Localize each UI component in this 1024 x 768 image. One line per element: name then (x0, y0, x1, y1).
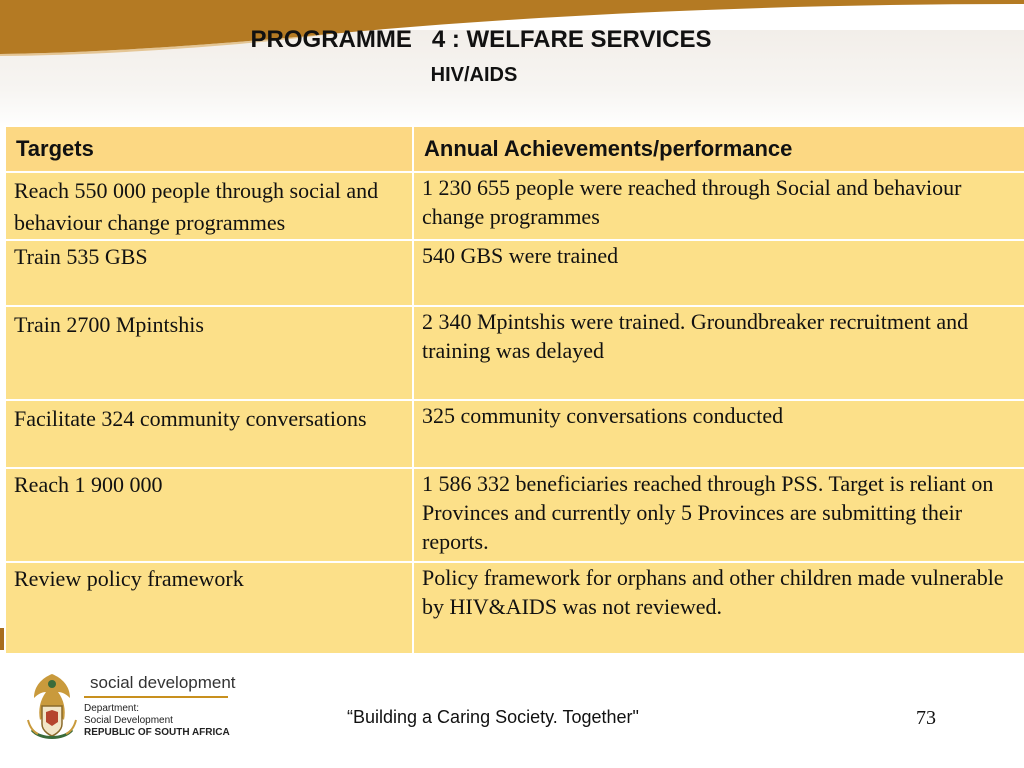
table-row (5, 306, 1024, 400)
column-header-targets: Targets (5, 126, 413, 172)
achievement-cell: 2 340 Mpintshis were trained. Groundbreaker recruitment and training was delayed (413, 306, 1024, 400)
country-name: REPUBLIC OF SOUTH AFRICA (84, 727, 230, 738)
table-row (5, 400, 1024, 468)
achievement-cell: 540 GBS were trained (413, 240, 1024, 306)
page-title: PROGRAMME 4 : WELFARE SERVICES (250, 26, 712, 53)
department-line: Department: (84, 703, 140, 714)
department-name: Social Development (84, 715, 173, 726)
targets-table (4, 125, 1024, 655)
target-cell: Review policy framework (5, 562, 413, 654)
achievement-cell: Policy framework for orphans and other children made vulnerable by HIV&AIDS was not reviewed. (413, 562, 1024, 654)
target-cell: Reach 1 900 000 (5, 468, 413, 562)
column-header-achievements: Annual Achievements/performance (413, 126, 1024, 172)
left-accent-bar (0, 628, 4, 650)
target-cell: Facilitate 324 community conversations (5, 400, 413, 468)
footer-slogan: “Building a Caring Society. Together" (347, 707, 639, 727)
achievement-cell: 325 community conversations conducted (413, 400, 1024, 468)
table-row (5, 562, 1024, 654)
table-row (5, 240, 1024, 306)
brand-name: social development (90, 673, 236, 692)
target-cell: Train 2700 Mpintshis (5, 306, 413, 400)
achievement-cell: 1 586 332 beneficiaries reached through PSS. Target is reliant on Provinces and currently only 5 Provinces are submitting their reports. (413, 468, 1024, 562)
page-subtitle: HIV/AIDS (430, 64, 518, 86)
target-cell: Train 535 GBS (5, 240, 413, 306)
table-row (5, 172, 1024, 240)
page-number: 73 (916, 707, 936, 729)
target-cell: Reach 550 000 people through social and behaviour change programmes (5, 172, 413, 240)
achievement-cell: 1 230 655 people were reached through Social and behaviour change programmes (413, 172, 1024, 240)
table-row (5, 468, 1024, 562)
table-header-row (5, 126, 1024, 172)
brand-rule (84, 696, 228, 698)
